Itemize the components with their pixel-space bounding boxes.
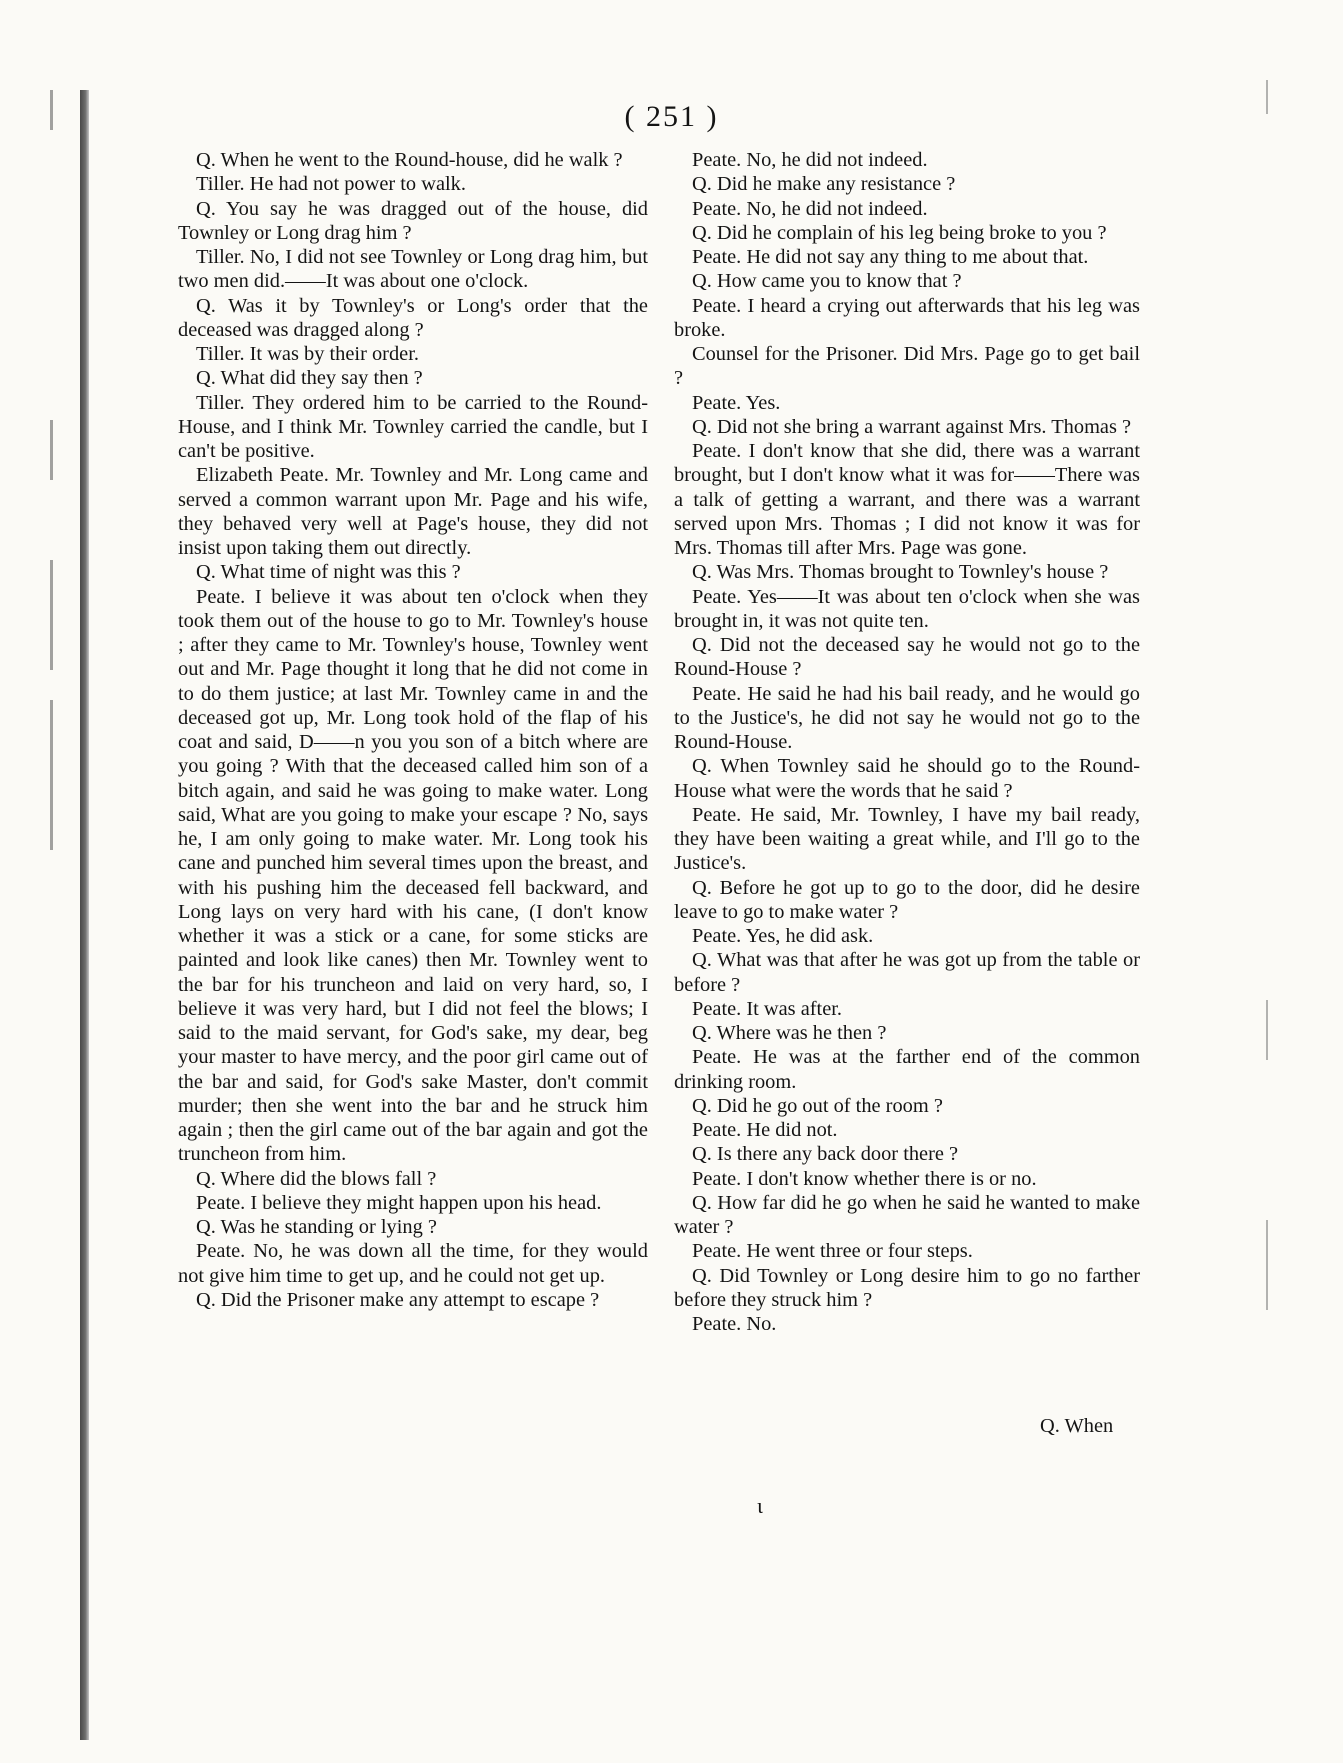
paragraph: Peate. It was after. [692, 997, 843, 1020]
paragraph: Q. Was Mrs. Thomas brought to Townley's house ? [692, 561, 1109, 584]
paragraph: Tiller. They ordered him to be carried to the Round-House, and I think Mr. Townley carried the candle, but I can't be positive. [178, 391, 648, 462]
paragraph: Peate. I heard a crying out afterwards that his leg was broke. [674, 294, 1140, 341]
paragraph: Peate. He said, Mr. Townley, I have my bail ready, they have been waiting a great while, and I'll go to the Justice's. [674, 803, 1140, 875]
page-number: ( 251 ) [624, 100, 719, 133]
binding-speck [50, 700, 53, 850]
paragraph: Tiller. It was by their order. [196, 343, 419, 365]
paragraph: Q. Before he got up to go to the door, did he desire leave to go to make water ? [674, 876, 1140, 923]
paragraph: Peate. No, he was down all the time, for they would not give him time to get up, and he could not get up. [178, 1240, 648, 1287]
paragraph: Peate. No, he did not indeed. [692, 149, 928, 171]
page-binding-edge [80, 90, 89, 1740]
paragraph: Peate. Yes. [692, 391, 781, 414]
paragraph: Peate. I don't know whether there is or no. [692, 1167, 1037, 1190]
paragraph: Q. What was that after he was got up from the table or before ? [674, 949, 1140, 996]
paragraph: Peate. I believe it was about ten o'clock when they took them out of the house to go to Mr. Townley's house ; after they came to Mr. Townley's house, Townley went out and Mr. Page thought it long that he did not come in to do them justice; at last Mr. Townley came in and the deceased got up, Mr. Long took hold of the flap of his coat and said, D——n you you son of a bitch where are you going ? With that the deceased called him son of a bitch again, and said he was going to make water. Long said, What are you going to make your escape ? No, says he, I am only going to make water. Mr. Long took his cane and punched him several times upon the breast, and with his pushing him the deceased fell backward, and Long lays on very hard with his cane, (I don't know whether it was a stick or a cane, for some sticks are painted and look like canes) then Mr. Townley went to the bar for his truncheon and laid on very hard, so, I believe it was very hard, but I did not feel the blows; I said to the maid servant, for God's sake, my dear, beg your master to have mercy, and the poor girl came out of the bar and said, for God's sake Master, don't commit murder; then she went into the bar and he struck him again ; then the girl came out of the bar again and got the truncheon from him. [178, 585, 648, 1166]
paragraph: Peate. He did not say any thing to me about that. [692, 246, 1089, 268]
paragraph: Q. What did they say then ? [196, 367, 423, 390]
paragraph: Q. Is there any back door there ? [692, 1143, 959, 1166]
paragraph: Peate. No, he did not indeed. [692, 197, 928, 220]
paragraph: Peate. Yes, he did ask. [692, 925, 874, 947]
paragraph: Tiller. No, I did not see Townley or Long drag him, but two men did.——It was about one o'clock. [178, 246, 648, 293]
binding-speck [50, 420, 53, 480]
paragraph: Peate. Yes——It was about ten o'clock when she was brought in, it was not quite ten. [674, 585, 1140, 632]
paragraph: Peate. He said he had his bail ready, and he would go to the Justice's, he did not say he would not go to the Round-House. [674, 682, 1140, 753]
paragraph: Q. How came you to know that ? [692, 270, 962, 293]
paragraph: Peate. No. [692, 1313, 777, 1335]
binding-speck [50, 560, 53, 670]
paragraph: Peate. I don't know that she did, there was a warrant brought, but I don't know what it was for——There was a talk of getting a warrant, and there was a warrant served upon Mrs. Thomas ; I did not know it was for Mrs. Thomas till after Mrs. Page was gone. [674, 440, 1140, 559]
paragraph: Peate. I believe they might happen upon his head. [196, 1191, 602, 1214]
paragraph: Q. Did Townley or Long desire him to go no farther before they struck him ? [674, 1264, 1140, 1311]
paragraph: Q. When Townley said he should go to the Round-House what were the words that he said ? [674, 755, 1140, 802]
paragraph: Counsel for the Prisoner. Did Mrs. Page go to get bail ? [674, 343, 1140, 390]
paragraph: Elizabeth Peate. Mr. Townley and Mr. Long came and served a common warrant upon Mr. Page and his wife, they behaved very well at Page's house, they did not insist upon taking them out directly. [178, 464, 648, 559]
left-column [178, 148, 648, 1312]
right-column [674, 148, 1140, 1336]
ink-mark: ɩ [757, 1493, 763, 1518]
paragraph: Peate. He was at the farther end of the common drinking room. [674, 1046, 1140, 1093]
paragraph: Q. Did not she bring a warrant against Mrs. Thomas ? [692, 415, 1132, 438]
paragraph: Q. Did not the deceased say he would not go to the Round-House ? [674, 634, 1140, 681]
paragraph: Q. What time of night was this ? [196, 561, 461, 584]
paragraph: Q. Where was he then ? [692, 1022, 887, 1044]
paragraph: Q. Where did the blows fall ? [196, 1167, 437, 1190]
margin-speck [1266, 1220, 1268, 1310]
paragraph: Q. Did he make any resistance ? [692, 173, 956, 196]
paragraph: Q. Did the Prisoner make any attempt to escape ? [196, 1288, 600, 1311]
paragraph: Tiller. He had not power to walk. [196, 173, 466, 196]
paragraph: Q. You say he was dragged out of the house, did Townley or Long drag him ? [178, 197, 648, 244]
paragraph: Q. Did he go out of the room ? [692, 1094, 943, 1117]
catchword: Q. When [1040, 1415, 1114, 1437]
paragraph: Q. When he went to the Round-house, did he walk ? [196, 149, 623, 171]
margin-speck [1266, 1000, 1268, 1060]
paragraph: Peate. He went three or four steps. [692, 1240, 973, 1263]
paragraph: Q. Was he standing or lying ? [196, 1216, 437, 1238]
paragraph: Q. Did he complain of his leg being broke to you ? [692, 221, 1107, 244]
paragraph: Peate. He did not. [692, 1119, 838, 1141]
paragraph: Q. How far did he go when he said he wanted to make water ? [674, 1191, 1140, 1238]
paragraph: Q. Was it by Townley's or Long's order that the deceased was dragged along ? [178, 294, 648, 341]
